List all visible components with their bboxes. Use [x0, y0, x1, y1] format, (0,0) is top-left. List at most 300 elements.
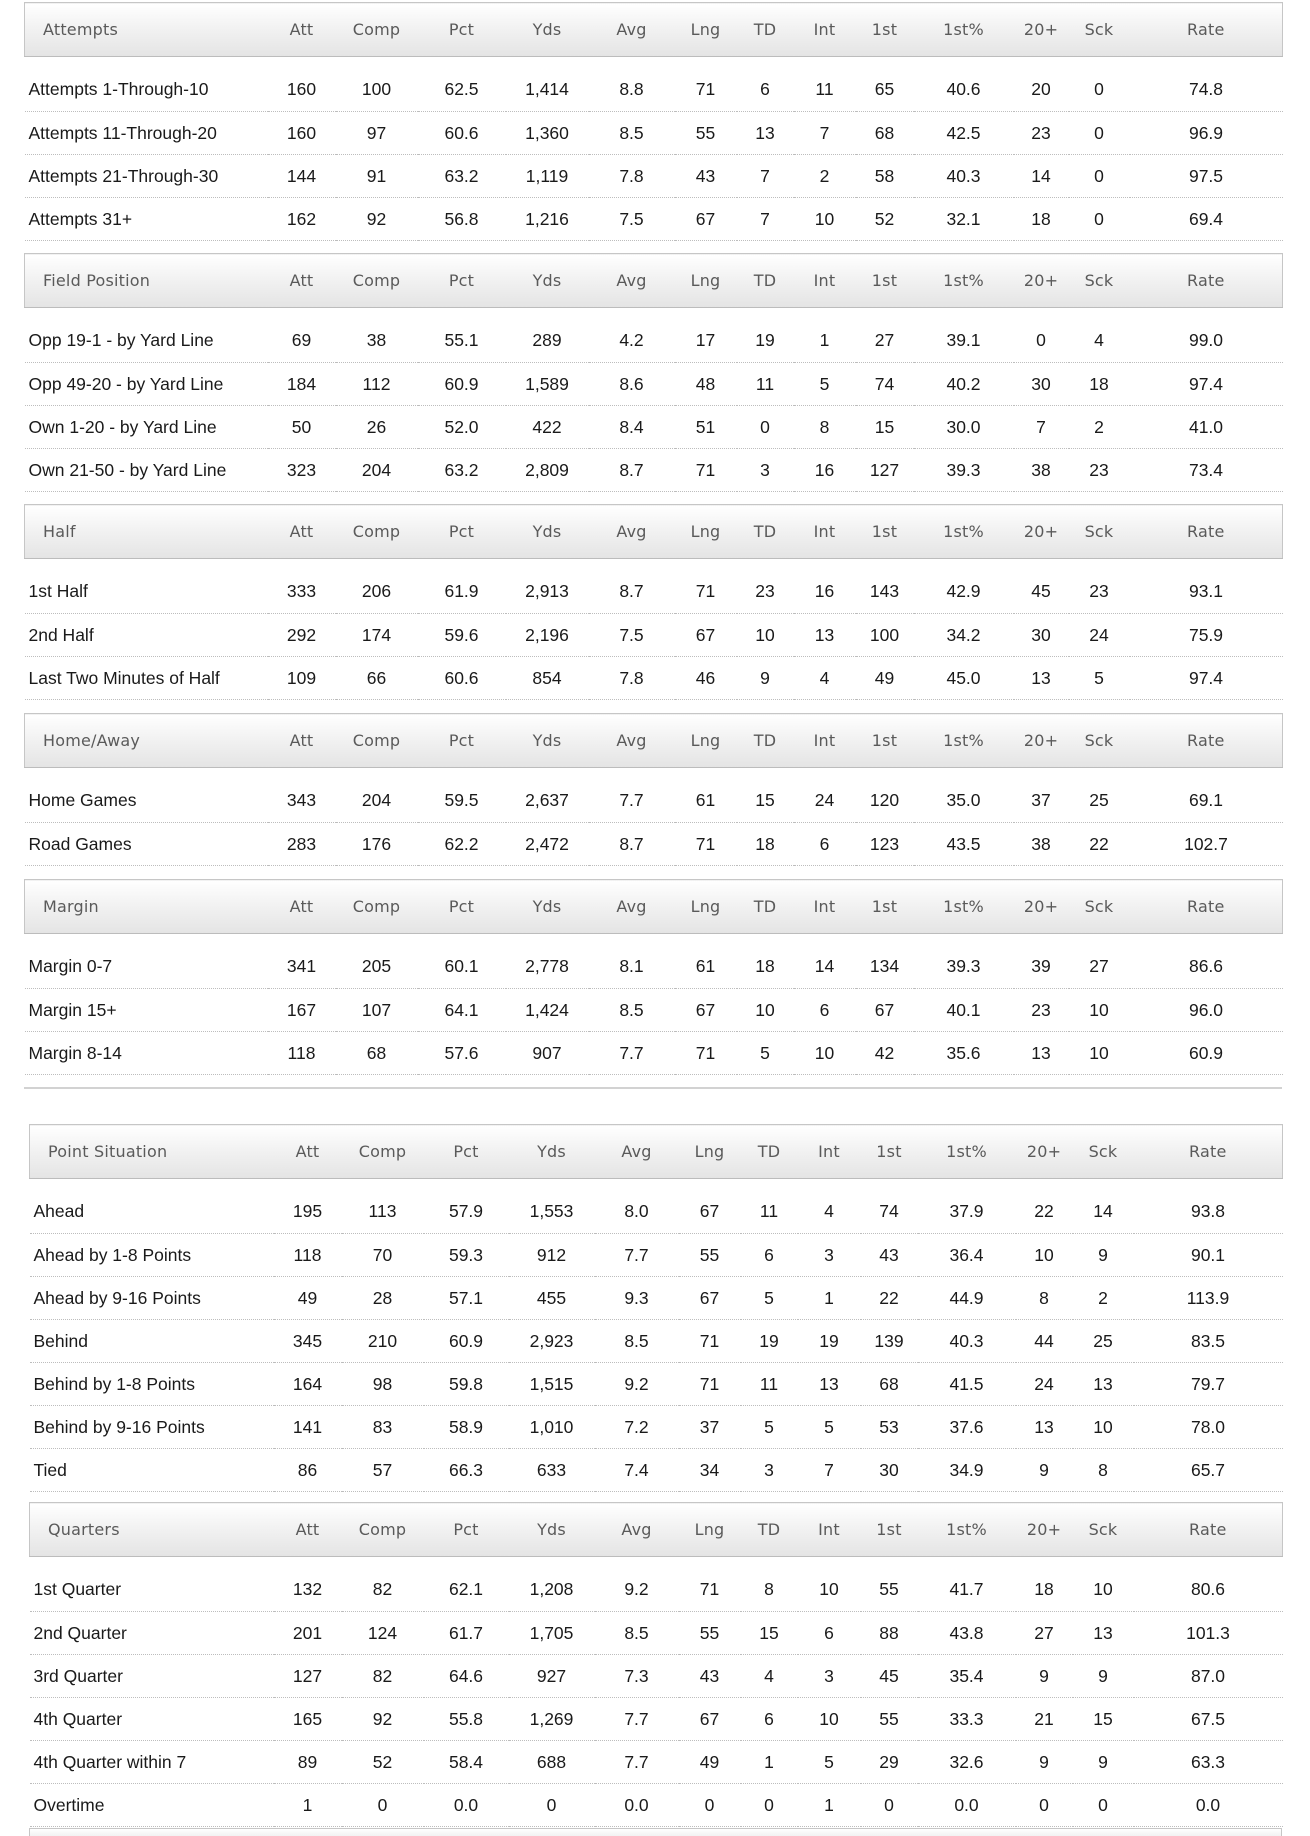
table-row — [25, 780, 1283, 823]
cell-att: 341 — [268, 946, 336, 989]
row-label: Behind by 1-8 Points — [30, 1363, 274, 1406]
cell-20plus: 18 — [1014, 198, 1069, 241]
cell-lng: 46 — [675, 657, 737, 700]
cell-pct: 63.2 — [418, 155, 506, 198]
cell-lng: 71 — [679, 1320, 741, 1363]
cell-td: 3 — [737, 449, 794, 492]
cell-20plus: 23 — [1014, 989, 1069, 1032]
cell-int: 19 — [798, 1320, 861, 1363]
table-row — [25, 1032, 1283, 1075]
column-header-lng: Lng — [675, 880, 737, 934]
cell-att: 167 — [268, 989, 336, 1032]
cell-sck: 10 — [1073, 1406, 1134, 1449]
cell-att: 184 — [268, 363, 336, 406]
cell-1st: 42 — [856, 1032, 914, 1075]
cell-avg: 7.5 — [589, 614, 675, 657]
section-title: Margin — [25, 880, 268, 934]
cell-sck: 13 — [1073, 1363, 1134, 1406]
table-row — [25, 155, 1283, 198]
cell-pct: 57.1 — [424, 1277, 509, 1320]
cell-int: 7 — [798, 1449, 861, 1492]
cell-yds: 633 — [509, 1449, 595, 1492]
cell-att: 127 — [274, 1655, 342, 1698]
cell-avg: 7.2 — [595, 1406, 679, 1449]
column-header-comp: Comp — [336, 254, 418, 308]
cell-pct: 63.2 — [418, 449, 506, 492]
column-header-1st: 1st — [856, 714, 914, 768]
cell-pct: 60.1 — [418, 946, 506, 989]
cell-td: 13 — [737, 112, 794, 155]
column-header-1stpct: 1st% — [914, 505, 1014, 559]
row-label: Tied — [30, 1449, 274, 1492]
cell-1stpct: 40.2 — [914, 363, 1014, 406]
column-header-rate: Rate — [1130, 505, 1283, 559]
cell-comp: 204 — [336, 449, 418, 492]
cell-lng: 55 — [675, 112, 737, 155]
column-header-int: Int — [794, 880, 856, 934]
cell-yds: 1,269 — [509, 1698, 595, 1741]
cell-int: 24 — [794, 780, 856, 823]
cell-1stpct: 42.5 — [914, 112, 1014, 155]
cell-lng: 67 — [675, 614, 737, 657]
cell-avg: 8.4 — [589, 406, 675, 449]
cell-yds: 455 — [509, 1277, 595, 1320]
cell-20plus: 18 — [1016, 1569, 1073, 1612]
table-header-row — [25, 505, 1283, 559]
cell-pct: 61.7 — [424, 1612, 509, 1655]
column-header-lng: Lng — [675, 3, 737, 57]
cell-avg: 8.6 — [589, 363, 675, 406]
cell-comp: 112 — [336, 363, 418, 406]
cell-sck: 10 — [1069, 989, 1130, 1032]
cell-comp: 100 — [336, 69, 418, 112]
cell-1stpct: 39.1 — [914, 320, 1014, 363]
column-header-1stpct: 1st% — [914, 714, 1014, 768]
cell-lng: 67 — [679, 1698, 741, 1741]
cell-20plus: 23 — [1014, 112, 1069, 155]
cell-rate: 74.8 — [1130, 69, 1283, 112]
cell-att: 1 — [274, 1784, 342, 1827]
column-header-20plus: 20+ — [1014, 714, 1069, 768]
row-label: Attempts 1-Through-10 — [25, 69, 268, 112]
column-header-comp: Comp — [336, 880, 418, 934]
cell-avg: 8.1 — [589, 946, 675, 989]
table-row — [25, 989, 1283, 1032]
cell-1stpct: 39.3 — [914, 449, 1014, 492]
cell-comp: 124 — [342, 1612, 424, 1655]
cell-avg: 8.7 — [589, 571, 675, 614]
column-header-sck: Sck — [1069, 3, 1130, 57]
row-label: Opp 49-20 - by Yard Line — [25, 363, 268, 406]
column-header-avg: Avg — [595, 1503, 679, 1557]
cell-int: 13 — [798, 1363, 861, 1406]
cell-yds: 2,923 — [509, 1320, 595, 1363]
cell-comp: 174 — [336, 614, 418, 657]
cell-1st: 43 — [861, 1234, 918, 1277]
cell-1st: 0 — [861, 1784, 918, 1827]
cell-avg: 9.2 — [595, 1569, 679, 1612]
cell-rate: 113.9 — [1134, 1277, 1283, 1320]
row-label: Home Games — [25, 780, 268, 823]
column-header-att: Att — [268, 880, 336, 934]
cell-rate: 97.4 — [1130, 657, 1283, 700]
cell-td: 8 — [741, 1569, 798, 1612]
column-header-yds: Yds — [509, 1125, 595, 1179]
column-header-comp: Comp — [336, 505, 418, 559]
cell-td: 5 — [741, 1406, 798, 1449]
column-header-avg: Avg — [595, 1125, 679, 1179]
cell-comp: 68 — [336, 1032, 418, 1075]
cell-td: 10 — [737, 989, 794, 1032]
cell-comp: 66 — [336, 657, 418, 700]
cell-yds: 2,196 — [506, 614, 589, 657]
column-header-yds: Yds — [506, 505, 589, 559]
cell-int: 6 — [794, 823, 856, 866]
column-header-comp: Comp — [342, 1503, 424, 1557]
cell-20plus: 20 — [1014, 69, 1069, 112]
cell-1stpct: 45.0 — [914, 657, 1014, 700]
cell-1st: 74 — [856, 363, 914, 406]
cell-1stpct: 36.4 — [918, 1234, 1016, 1277]
cell-int: 16 — [794, 449, 856, 492]
cell-20plus: 9 — [1016, 1741, 1073, 1784]
cell-20plus: 0 — [1014, 320, 1069, 363]
cell-td: 0 — [737, 406, 794, 449]
cell-avg: 7.4 — [595, 1449, 679, 1492]
cell-20plus: 13 — [1014, 1032, 1069, 1075]
row-label: 4th Quarter within 7 — [30, 1741, 274, 1784]
cell-lng: 71 — [675, 571, 737, 614]
table-row — [25, 112, 1283, 155]
cell-yds: 912 — [509, 1234, 595, 1277]
cell-rate: 69.4 — [1130, 198, 1283, 241]
cell-yds: 1,208 — [509, 1569, 595, 1612]
cell-comp: 205 — [336, 946, 418, 989]
column-header-pct: Pct — [418, 714, 506, 768]
cell-td: 5 — [741, 1277, 798, 1320]
row-label: 1st Quarter — [30, 1569, 274, 1612]
cell-avg: 8.8 — [589, 69, 675, 112]
cell-pct: 55.1 — [418, 320, 506, 363]
cell-lng: 34 — [679, 1449, 741, 1492]
row-label: Own 1-20 - by Yard Line — [25, 406, 268, 449]
cell-pct: 60.9 — [424, 1320, 509, 1363]
cell-avg: 7.8 — [589, 155, 675, 198]
cell-1st: 53 — [861, 1406, 918, 1449]
cell-rate: 60.9 — [1130, 1032, 1283, 1075]
cell-int: 1 — [798, 1784, 861, 1827]
table-row — [30, 1234, 1283, 1277]
column-header-1stpct: 1st% — [914, 880, 1014, 934]
column-header-td: TD — [737, 254, 794, 308]
cell-pct: 59.6 — [418, 614, 506, 657]
column-header-20plus: 20+ — [1016, 1503, 1073, 1557]
cell-att: 323 — [268, 449, 336, 492]
cell-rate: 41.0 — [1130, 406, 1283, 449]
column-header-lng: Lng — [675, 254, 737, 308]
cell-int: 10 — [798, 1698, 861, 1741]
cell-sck: 0 — [1069, 155, 1130, 198]
cell-att: 89 — [274, 1741, 342, 1784]
cell-comp: 70 — [342, 1234, 424, 1277]
cell-yds: 2,472 — [506, 823, 589, 866]
cell-sck: 4 — [1069, 320, 1130, 363]
cell-pct: 64.6 — [424, 1655, 509, 1698]
column-header-pct: Pct — [424, 1125, 509, 1179]
cell-pct: 61.9 — [418, 571, 506, 614]
cell-yds: 1,216 — [506, 198, 589, 241]
cell-att: 333 — [268, 571, 336, 614]
cell-sck: 23 — [1069, 571, 1130, 614]
cell-avg: 9.2 — [595, 1363, 679, 1406]
cell-comp: 28 — [342, 1277, 424, 1320]
column-header-comp: Comp — [342, 1125, 424, 1179]
table-row — [30, 1784, 1283, 1827]
cell-yds: 0 — [509, 1784, 595, 1827]
column-header-td: TD — [737, 3, 794, 57]
cell-int: 1 — [794, 320, 856, 363]
table-row — [25, 320, 1283, 363]
column-header-td: TD — [741, 1125, 798, 1179]
cell-pct: 56.8 — [418, 198, 506, 241]
column-header-1st: 1st — [856, 505, 914, 559]
column-header-comp: Comp — [336, 3, 418, 57]
cell-1stpct: 37.9 — [918, 1191, 1016, 1234]
cell-sck: 24 — [1069, 614, 1130, 657]
column-header-1st: 1st — [861, 1503, 918, 1557]
cell-att: 50 — [268, 406, 336, 449]
cell-comp: 52 — [342, 1741, 424, 1784]
cell-lng: 71 — [679, 1363, 741, 1406]
cell-1st: 15 — [856, 406, 914, 449]
cell-comp: 210 — [342, 1320, 424, 1363]
table-row — [30, 1191, 1283, 1234]
row-label: Ahead by 9-16 Points — [30, 1277, 274, 1320]
cell-att: 86 — [274, 1449, 342, 1492]
cell-1stpct: 0.0 — [918, 1784, 1016, 1827]
cell-pct: 58.4 — [424, 1741, 509, 1784]
table-header-row — [30, 1125, 1283, 1179]
section-title: Field Position — [25, 254, 268, 308]
cell-avg: 7.7 — [595, 1741, 679, 1784]
cell-1stpct: 41.5 — [918, 1363, 1016, 1406]
cell-yds: 1,589 — [506, 363, 589, 406]
cell-rate: 93.1 — [1130, 571, 1283, 614]
cell-att: 292 — [268, 614, 336, 657]
column-header-avg: Avg — [589, 254, 675, 308]
cell-rate: 102.7 — [1130, 823, 1283, 866]
column-header-pct: Pct — [418, 3, 506, 57]
cell-att: 162 — [268, 198, 336, 241]
cell-sck: 27 — [1069, 946, 1130, 989]
cell-comp: 38 — [336, 320, 418, 363]
column-header-1stpct: 1st% — [914, 254, 1014, 308]
cell-comp: 176 — [336, 823, 418, 866]
cell-lng: 61 — [675, 946, 737, 989]
row-label: Ahead by 1-8 Points — [30, 1234, 274, 1277]
cell-att: 283 — [268, 823, 336, 866]
cell-yds: 688 — [509, 1741, 595, 1784]
column-header-sck: Sck — [1073, 1503, 1134, 1557]
cell-20plus: 30 — [1014, 363, 1069, 406]
cell-td: 1 — [741, 1741, 798, 1784]
cell-lng: 17 — [675, 320, 737, 363]
column-header-yds: Yds — [506, 880, 589, 934]
cell-yds: 289 — [506, 320, 589, 363]
cell-1stpct: 41.7 — [918, 1569, 1016, 1612]
table-row — [30, 1569, 1283, 1612]
cell-yds: 854 — [506, 657, 589, 700]
cell-pct: 60.6 — [418, 112, 506, 155]
table-row — [30, 1698, 1283, 1741]
cell-td: 15 — [741, 1612, 798, 1655]
column-header-rate: Rate — [1130, 3, 1283, 57]
cell-1stpct: 43.5 — [914, 823, 1014, 866]
cell-td: 11 — [737, 363, 794, 406]
cell-td: 9 — [737, 657, 794, 700]
cell-comp: 83 — [342, 1406, 424, 1449]
column-header-20plus: 20+ — [1014, 880, 1069, 934]
cell-lng: 67 — [675, 198, 737, 241]
cell-rate: 96.9 — [1130, 112, 1283, 155]
section-title: Quarters — [30, 1503, 274, 1557]
cell-comp: 91 — [336, 155, 418, 198]
cell-lng: 55 — [679, 1234, 741, 1277]
cell-lng: 67 — [675, 989, 737, 1032]
cell-int: 5 — [794, 363, 856, 406]
cell-rate: 73.4 — [1130, 449, 1283, 492]
cell-1st: 49 — [856, 657, 914, 700]
cell-1stpct: 34.9 — [918, 1449, 1016, 1492]
table-row — [25, 946, 1283, 989]
cell-avg: 7.5 — [589, 198, 675, 241]
cell-1st: 74 — [861, 1191, 918, 1234]
cell-rate: 97.5 — [1130, 155, 1283, 198]
cell-1st: 68 — [861, 1363, 918, 1406]
cell-lng: 71 — [679, 1569, 741, 1612]
section-title: Point Situation — [30, 1125, 274, 1179]
cell-lng: 67 — [679, 1191, 741, 1234]
cell-yds: 422 — [506, 406, 589, 449]
cell-int: 2 — [794, 155, 856, 198]
cell-int: 5 — [798, 1406, 861, 1449]
cell-att: 109 — [268, 657, 336, 700]
cell-td: 11 — [741, 1363, 798, 1406]
cell-20plus: 38 — [1014, 823, 1069, 866]
cell-1st: 22 — [861, 1277, 918, 1320]
column-header-lng: Lng — [679, 1503, 741, 1557]
cell-1stpct: 37.6 — [918, 1406, 1016, 1449]
cell-1stpct: 35.6 — [914, 1032, 1014, 1075]
cell-20plus: 21 — [1016, 1698, 1073, 1741]
cell-1stpct: 44.9 — [918, 1277, 1016, 1320]
row-label: Attempts 11-Through-20 — [25, 112, 268, 155]
cell-1stpct: 34.2 — [914, 614, 1014, 657]
cell-20plus: 8 — [1016, 1277, 1073, 1320]
cell-1st: 68 — [856, 112, 914, 155]
cell-td: 0 — [741, 1784, 798, 1827]
cell-1st: 139 — [861, 1320, 918, 1363]
column-header-pct: Pct — [424, 1503, 509, 1557]
cell-td: 6 — [741, 1698, 798, 1741]
cell-pct: 52.0 — [418, 406, 506, 449]
cell-int: 14 — [794, 946, 856, 989]
cell-sck: 13 — [1073, 1612, 1134, 1655]
cell-att: 69 — [268, 320, 336, 363]
table-row — [30, 1612, 1283, 1655]
cell-comp: 0 — [342, 1784, 424, 1827]
table-row — [25, 363, 1283, 406]
cell-1st: 123 — [856, 823, 914, 866]
column-header-avg: Avg — [589, 3, 675, 57]
column-header-avg: Avg — [589, 714, 675, 768]
cell-lng: 0 — [679, 1784, 741, 1827]
cell-avg: 7.7 — [595, 1698, 679, 1741]
cell-avg: 7.3 — [595, 1655, 679, 1698]
cell-att: 118 — [268, 1032, 336, 1075]
cell-lng: 67 — [679, 1277, 741, 1320]
row-label: 4th Quarter — [30, 1698, 274, 1741]
cell-1st: 120 — [856, 780, 914, 823]
cell-1stpct: 40.3 — [918, 1320, 1016, 1363]
cell-td: 7 — [737, 155, 794, 198]
cell-yds: 1,360 — [506, 112, 589, 155]
cell-int: 16 — [794, 571, 856, 614]
row-label: Ahead — [30, 1191, 274, 1234]
cell-1stpct: 32.1 — [914, 198, 1014, 241]
cell-sck: 0 — [1069, 69, 1130, 112]
table-header-row — [25, 254, 1283, 308]
point-situation-table — [29, 1124, 1283, 1492]
cell-int: 10 — [794, 198, 856, 241]
cell-1stpct: 43.8 — [918, 1612, 1016, 1655]
cell-20plus: 7 — [1014, 406, 1069, 449]
cell-att: 164 — [274, 1363, 342, 1406]
cell-rate: 67.5 — [1134, 1698, 1283, 1741]
cell-1stpct: 35.0 — [914, 780, 1014, 823]
column-header-avg: Avg — [589, 505, 675, 559]
cell-sck: 9 — [1073, 1234, 1134, 1277]
row-label: Last Two Minutes of Half — [25, 657, 268, 700]
cell-20plus: 24 — [1016, 1363, 1073, 1406]
cell-sck: 9 — [1073, 1741, 1134, 1784]
column-header-1stpct: 1st% — [918, 1125, 1016, 1179]
cell-1st: 143 — [856, 571, 914, 614]
column-header-20plus: 20+ — [1014, 3, 1069, 57]
cell-20plus: 39 — [1014, 946, 1069, 989]
cell-rate: 90.1 — [1134, 1234, 1283, 1277]
cell-comp: 82 — [342, 1569, 424, 1612]
cell-20plus: 45 — [1014, 571, 1069, 614]
cell-int: 3 — [798, 1234, 861, 1277]
column-header-1stpct: 1st% — [918, 1503, 1016, 1557]
cell-yds: 2,913 — [506, 571, 589, 614]
cell-pct: 58.9 — [424, 1406, 509, 1449]
cell-1st: 134 — [856, 946, 914, 989]
cell-pct: 55.8 — [424, 1698, 509, 1741]
cell-yds: 1,119 — [506, 155, 589, 198]
column-header-sck: Sck — [1069, 880, 1130, 934]
column-header-rate: Rate — [1130, 714, 1283, 768]
cell-rate: 65.7 — [1134, 1449, 1283, 1492]
cell-rate: 75.9 — [1130, 614, 1283, 657]
cell-yds: 1,010 — [509, 1406, 595, 1449]
column-header-pct: Pct — [418, 880, 506, 934]
cell-td: 18 — [737, 946, 794, 989]
row-label: Margin 15+ — [25, 989, 268, 1032]
table-row — [25, 571, 1283, 614]
cell-int: 4 — [794, 657, 856, 700]
